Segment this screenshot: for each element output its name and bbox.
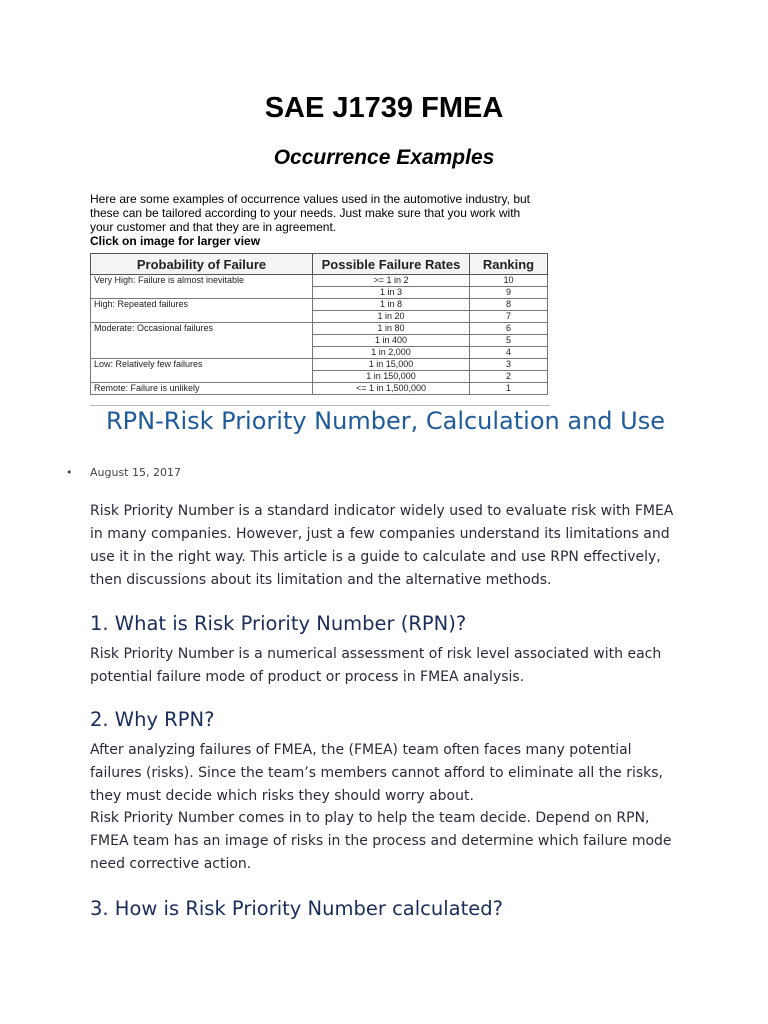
ranking-cell: 5 [470, 335, 548, 347]
table-row [91, 359, 548, 371]
post-date-row [66, 466, 181, 479]
section-heading-2: 2. Why RPN? [90, 708, 215, 731]
ranking-cell: 8 [470, 299, 548, 311]
failure-rate-cell: 1 in 150,000 [313, 371, 470, 383]
failure-rate-cell: 1 in 2,000 [313, 347, 470, 359]
intro-text: Here are some examples of occurrence values used in the automotive industry, but these can be tailored according to your needs. Just make sure that you work with your customer and that they are in agreement. [90, 192, 531, 234]
column-header-probability: Probability of Failure [91, 254, 313, 275]
bullet-icon: • [66, 466, 73, 479]
occurrence-table [90, 253, 548, 395]
page-subtitle: Occurrence Examples [273, 146, 495, 169]
ranking-cell: 2 [470, 371, 548, 383]
probability-cell: High: Repeated failures [91, 299, 313, 323]
ranking-cell: 3 [470, 359, 548, 371]
probability-cell: Very High: Failure is almost inevitable [91, 275, 313, 299]
column-header-failure-rates: Possible Failure Rates [313, 254, 470, 275]
section-1-paragraph: Risk Priority Number is a numerical assessment of risk level associated with each potential failure mode of product or process in FMEA analysis. [90, 646, 662, 685]
article-intro: Risk Priority Number is a standard indicator widely used to evaluate risk with FMEA in many companies. However, just a few companies understand its limitations and use it in the right way. This article is a guide to calculate and use RPN effectively, then discussions about its limitation and the alternative methods. [90, 503, 674, 588]
enlarge-image-link[interactable]: Click on image for larger view [90, 234, 261, 248]
ranking-cell: 9 [470, 287, 548, 299]
failure-rate-cell: 1 in 20 [313, 311, 470, 323]
page-title: SAE J1739 FMEA [264, 92, 504, 124]
column-header-ranking: Ranking [470, 254, 548, 275]
failure-rate-cell: >= 1 in 2 [313, 275, 470, 287]
probability-cell: Remote: Failure is unlikely [91, 383, 313, 395]
failure-rate-cell: 1 in 400 [313, 335, 470, 347]
ranking-cell: 1 [470, 383, 548, 395]
failure-rate-cell: <= 1 in 1,500,000 [313, 383, 470, 395]
occurrence-table-image[interactable] [90, 253, 550, 403]
section-2-paragraph-1: After analyzing failures of FMEA, the (FMEA) team often faces many potential failures (risks). Since the team’s members cannot afford to eliminate all the risks, they must decide which risks they should worry about. [90, 742, 663, 804]
probability-cell: Moderate: Occasional failures [91, 323, 313, 359]
section-heading-3: 3. How is Risk Priority Number calculated? [90, 897, 503, 920]
article-title[interactable]: RPN-Risk Priority Number, Calculation and Use [106, 407, 665, 435]
section-2-paragraph-2: Risk Priority Number comes in to play to help the team decide. Depend on RPN, FMEA team has an image of risks in the process and determine which failure mode need corrective action. [90, 810, 672, 872]
ranking-cell: 10 [470, 275, 548, 287]
failure-rate-cell: 1 in 3 [313, 287, 470, 299]
table-row [91, 275, 548, 287]
table-row [91, 323, 548, 335]
table-row [91, 299, 548, 311]
post-date: August 15, 2017 [90, 466, 181, 479]
probability-cell: Low: Relatively few failures [91, 359, 313, 383]
failure-rate-cell: 1 in 80 [313, 323, 470, 335]
ranking-cell: 7 [470, 311, 548, 323]
intro-block [90, 192, 540, 248]
section-heading-1: 1. What is Risk Priority Number (RPN)? [90, 612, 467, 635]
ranking-cell: 6 [470, 323, 548, 335]
failure-rate-cell: 1 in 8 [313, 299, 470, 311]
failure-rate-cell: 1 in 15,000 [313, 359, 470, 371]
table-row [91, 383, 548, 395]
ranking-cell: 4 [470, 347, 548, 359]
